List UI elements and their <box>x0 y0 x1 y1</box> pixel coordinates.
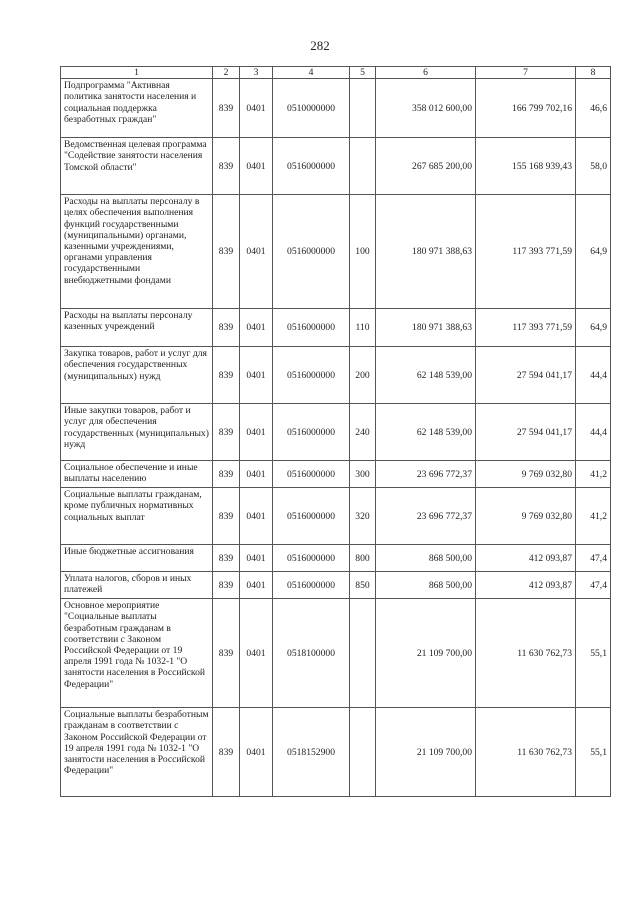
table-row <box>61 309 611 347</box>
table-row <box>61 404 611 461</box>
table-row <box>61 488 611 545</box>
cell-expense-type: 200 <box>350 347 376 404</box>
table-row <box>61 461 611 488</box>
cell-percent: 58,0 <box>576 138 611 195</box>
column-header: 5 <box>350 67 376 79</box>
cell-executed: 11 630 762,73 <box>476 599 576 708</box>
cell-planned: 62 148 539,00 <box>376 404 476 461</box>
cell-expense-type: 300 <box>350 461 376 488</box>
cell-planned: 23 696 772,37 <box>376 488 476 545</box>
cell-section-code: 0401 <box>240 309 273 347</box>
cell-percent: 55,1 <box>576 708 611 797</box>
cell-admin-code: 839 <box>213 195 240 309</box>
column-header: 3 <box>240 67 273 79</box>
row-name: Социальное обеспечение и иные выплаты населению <box>61 461 213 488</box>
cell-admin-code: 839 <box>213 404 240 461</box>
cell-planned: 180 971 388,63 <box>376 309 476 347</box>
cell-expense-type: 320 <box>350 488 376 545</box>
cell-expense-type: 110 <box>350 309 376 347</box>
cell-planned: 62 148 539,00 <box>376 347 476 404</box>
budget-table <box>60 66 611 797</box>
cell-planned: 21 109 700,00 <box>376 708 476 797</box>
cell-admin-code: 839 <box>213 461 240 488</box>
cell-percent: 44,4 <box>576 347 611 404</box>
cell-target-code: 0516000000 <box>273 461 350 488</box>
cell-expense-type: 240 <box>350 404 376 461</box>
row-name: Подпрограмма "Активная политика занятости населения и социальная поддержка безработных граждан" <box>61 79 213 138</box>
cell-section-code: 0401 <box>240 708 273 797</box>
cell-admin-code: 839 <box>213 599 240 708</box>
row-name: Основное мероприятие "Социальные выплаты безработным гражданам в соответствии с Законом Российской Федерации от 19 апреля 1991 года № 1032-1 "О занятости населения в Российской Федерации" <box>61 599 213 708</box>
column-header: 4 <box>273 67 350 79</box>
row-name: Социальные выплаты гражданам, кроме публичных нормативных социальных выплат <box>61 488 213 545</box>
cell-target-code: 0516000000 <box>273 195 350 309</box>
row-name: Иные бюджетные ассигнования <box>61 545 213 572</box>
cell-section-code: 0401 <box>240 404 273 461</box>
cell-section-code: 0401 <box>240 79 273 138</box>
cell-section-code: 0401 <box>240 488 273 545</box>
cell-executed: 11 630 762,73 <box>476 708 576 797</box>
cell-executed: 117 393 771,59 <box>476 309 576 347</box>
cell-target-code: 0516000000 <box>273 309 350 347</box>
row-name: Иные закупки товаров, работ и услуг для обеспечения государственных (муниципальных) нужд <box>61 404 213 461</box>
cell-target-code: 0516000000 <box>273 404 350 461</box>
cell-admin-code: 839 <box>213 79 240 138</box>
table-row <box>61 708 611 797</box>
column-header: 7 <box>476 67 576 79</box>
cell-executed: 27 594 041,17 <box>476 347 576 404</box>
cell-executed: 9 769 032,80 <box>476 461 576 488</box>
cell-target-code: 0516000000 <box>273 545 350 572</box>
cell-expense-type <box>350 79 376 138</box>
cell-percent: 41,2 <box>576 461 611 488</box>
cell-section-code: 0401 <box>240 195 273 309</box>
cell-executed: 117 393 771,59 <box>476 195 576 309</box>
cell-admin-code: 839 <box>213 572 240 599</box>
row-name: Закупка товаров, работ и услуг для обеспечения государственных (муниципальных) нужд <box>61 347 213 404</box>
cell-planned: 23 696 772,37 <box>376 461 476 488</box>
cell-expense-type: 850 <box>350 572 376 599</box>
cell-percent: 47,4 <box>576 545 611 572</box>
cell-section-code: 0401 <box>240 347 273 404</box>
cell-section-code: 0401 <box>240 599 273 708</box>
cell-planned: 21 109 700,00 <box>376 599 476 708</box>
cell-target-code: 0518100000 <box>273 599 350 708</box>
cell-percent: 64,9 <box>576 309 611 347</box>
cell-expense-type <box>350 599 376 708</box>
cell-executed: 155 168 939,43 <box>476 138 576 195</box>
column-header: 8 <box>576 67 611 79</box>
cell-percent: 41,2 <box>576 488 611 545</box>
table-row <box>61 545 611 572</box>
table-row <box>61 347 611 404</box>
cell-target-code: 0518152900 <box>273 708 350 797</box>
table-row <box>61 79 611 138</box>
row-name: Уплата налогов, сборов и иных платежей <box>61 572 213 599</box>
cell-section-code: 0401 <box>240 138 273 195</box>
cell-percent: 64,9 <box>576 195 611 309</box>
table-row <box>61 138 611 195</box>
row-name: Расходы на выплаты персоналу казенных учреждений <box>61 309 213 347</box>
cell-target-code: 0516000000 <box>273 572 350 599</box>
cell-section-code: 0401 <box>240 572 273 599</box>
table-row <box>61 195 611 309</box>
cell-target-code: 0516000000 <box>273 488 350 545</box>
cell-executed: 166 799 702,16 <box>476 79 576 138</box>
cell-admin-code: 839 <box>213 309 240 347</box>
cell-percent: 44,4 <box>576 404 611 461</box>
cell-executed: 27 594 041,17 <box>476 404 576 461</box>
table-row <box>61 572 611 599</box>
row-name: Социальные выплаты безработным гражданам в соответствии с Законом Российской Федерации от 19 апреля 1991 года № 1032-1 "О занятости населения в Российской Федерации" <box>61 708 213 797</box>
cell-planned: 868 500,00 <box>376 545 476 572</box>
cell-admin-code: 839 <box>213 347 240 404</box>
cell-planned: 267 685 200,00 <box>376 138 476 195</box>
cell-percent: 55,1 <box>576 599 611 708</box>
cell-admin-code: 839 <box>213 708 240 797</box>
column-header: 1 <box>61 67 213 79</box>
column-header: 6 <box>376 67 476 79</box>
column-header-row <box>61 67 611 79</box>
cell-planned: 868 500,00 <box>376 572 476 599</box>
column-header: 2 <box>213 67 240 79</box>
cell-target-code: 0516000000 <box>273 347 350 404</box>
cell-expense-type <box>350 138 376 195</box>
cell-percent: 47,4 <box>576 572 611 599</box>
row-name: Расходы на выплаты персоналу в целях обеспечения выполнения функций государственными (муниципальными) органами, казенными учреждениями, органами управления государственными внебюджетными фондами <box>61 195 213 309</box>
cell-planned: 358 012 600,00 <box>376 79 476 138</box>
cell-target-code: 0516000000 <box>273 138 350 195</box>
cell-section-code: 0401 <box>240 545 273 572</box>
cell-executed: 412 093,87 <box>476 545 576 572</box>
row-name: Ведомственная целевая программа "Содействие занятости населения Томской области" <box>61 138 213 195</box>
page-number: 282 <box>310 38 330 53</box>
cell-admin-code: 839 <box>213 545 240 572</box>
cell-expense-type <box>350 708 376 797</box>
cell-planned: 180 971 388,63 <box>376 195 476 309</box>
table-row <box>61 599 611 708</box>
cell-section-code: 0401 <box>240 461 273 488</box>
cell-executed: 9 769 032,80 <box>476 488 576 545</box>
cell-admin-code: 839 <box>213 138 240 195</box>
cell-expense-type: 800 <box>350 545 376 572</box>
cell-expense-type: 100 <box>350 195 376 309</box>
cell-target-code: 0510000000 <box>273 79 350 138</box>
cell-admin-code: 839 <box>213 488 240 545</box>
cell-executed: 412 093,87 <box>476 572 576 599</box>
cell-percent: 46,6 <box>576 79 611 138</box>
